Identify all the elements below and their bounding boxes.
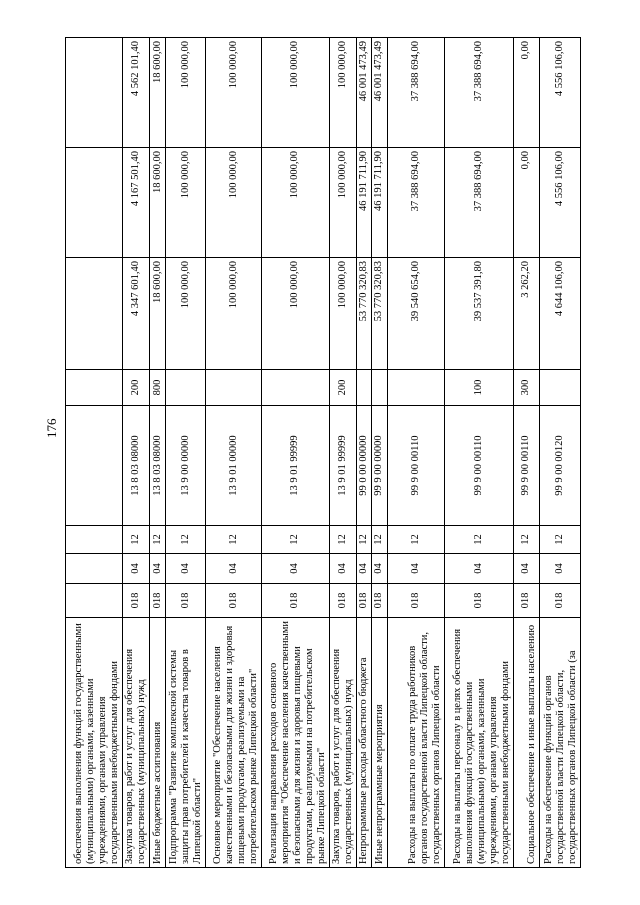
expense-type-cell: 800 <box>150 370 165 406</box>
amount-year2-cell: 46 191 711,90 <box>357 148 372 258</box>
row-name-cell: Основное мероприятие "Обеспечение населения качественными и безопасными для жизни и здоровья пищевыми продуктами, реализуемыми на потребительском рынке Липецкой области" <box>206 618 262 868</box>
row-name-cell: Расходы на обеспечение функций органов государственной власти Липецкой области, государственных органов Липецкой области (за <box>540 618 581 868</box>
row-name-cell: Непрограммные расходы областного бюджета <box>357 618 372 868</box>
row-name-cell: Иные бюджетные ассигнования <box>150 618 165 868</box>
subsection-cell: 12 <box>150 526 165 554</box>
target-article-cell: 13 8 03 08000 <box>150 406 165 526</box>
amount-year2-cell: 37 388 694,00 <box>387 148 444 258</box>
section-cell: 04 <box>540 554 581 584</box>
row-name-cell: Расходы на выплаты по оплате труда работников органов государственной власти Липецкой области, государственных органов Липецкой области <box>387 618 444 868</box>
grbs-cell: 018 <box>122 584 149 618</box>
table-body <box>66 38 581 868</box>
amount-year1-cell: 39 537 391,80 <box>444 258 513 370</box>
table-row <box>165 38 206 868</box>
amount-year2-cell: 4 167 501,40 <box>122 148 149 258</box>
target-article-cell: 99 9 00 00110 <box>513 406 539 526</box>
section-cell: 04 <box>165 554 206 584</box>
grbs-cell: 018 <box>329 584 356 618</box>
table-row <box>262 38 329 868</box>
row-name-cell: Расходы на выплаты персоналу в целях обеспечения выполнения функций государственными (муниципальными) органами, казенными учреждениями, органами управления государственными внебюджетными фондами <box>444 618 513 868</box>
amount-year3-cell <box>66 38 123 148</box>
grbs-cell: 018 <box>513 584 539 618</box>
grbs-cell: 018 <box>444 584 513 618</box>
amount-year1-cell: 100 000,00 <box>206 258 262 370</box>
subsection-cell: 12 <box>262 526 329 554</box>
amount-year3-cell: 100 000,00 <box>329 38 356 148</box>
section-cell: 04 <box>357 554 372 584</box>
expense-type-cell <box>540 370 581 406</box>
expense-type-cell <box>372 370 387 406</box>
section-cell: 04 <box>372 554 387 584</box>
section-cell: 04 <box>206 554 262 584</box>
amount-year2-cell: 100 000,00 <box>329 148 356 258</box>
section-cell: 04 <box>262 554 329 584</box>
subsection-cell: 12 <box>540 526 581 554</box>
target-article-cell: 99 9 00 00110 <box>444 406 513 526</box>
row-name-cell: Социальное обеспечение и иные выплаты населению <box>513 618 539 868</box>
target-article-cell: 13 9 00 00000 <box>165 406 206 526</box>
row-name-cell: Подпрограмма "Развитие комплексной системы защиты прав потребителей и качества товаров в Липецкой области" <box>165 618 206 868</box>
table-row <box>444 38 513 868</box>
target-article-cell: 13 9 01 99999 <box>262 406 329 526</box>
section-cell: 04 <box>122 554 149 584</box>
amount-year1-cell: 53 770 320,83 <box>357 258 372 370</box>
subsection-cell: 12 <box>372 526 387 554</box>
expense-type-cell: 200 <box>329 370 356 406</box>
amount-year1-cell: 100 000,00 <box>165 258 206 370</box>
amount-year3-cell: 100 000,00 <box>165 38 206 148</box>
table-row <box>150 38 165 868</box>
amount-year1-cell: 100 000,00 <box>262 258 329 370</box>
amount-year3-cell: 46 001 473,49 <box>372 38 387 148</box>
row-name-cell: Закупка товаров, работ и услуг для обеспечения государственных (муниципальных) нужд <box>329 618 356 868</box>
expense-type-cell: 100 <box>444 370 513 406</box>
expense-type-cell <box>206 370 262 406</box>
table-row <box>387 38 444 868</box>
grbs-cell: 018 <box>150 584 165 618</box>
table-row <box>206 38 262 868</box>
amount-year1-cell: 39 540 654,00 <box>387 258 444 370</box>
grbs-cell: 018 <box>357 584 372 618</box>
row-name-cell: Иные непрограммные мероприятия <box>372 618 387 868</box>
table-row <box>122 38 149 868</box>
amount-year2-cell: 18 600,00 <box>150 148 165 258</box>
table-row <box>513 38 539 868</box>
amount-year2-cell <box>66 148 123 258</box>
grbs-cell: 018 <box>540 584 581 618</box>
subsection-cell: 12 <box>444 526 513 554</box>
amount-year1-cell: 3 262,20 <box>513 258 539 370</box>
amount-year3-cell: 18 600,00 <box>150 38 165 148</box>
expense-type-cell <box>262 370 329 406</box>
target-article-cell: 99 9 00 00120 <box>540 406 581 526</box>
section-cell: 04 <box>444 554 513 584</box>
amount-year3-cell: 100 000,00 <box>262 38 329 148</box>
section-cell: 04 <box>513 554 539 584</box>
amount-year3-cell: 0,00 <box>513 38 539 148</box>
section-cell <box>66 554 123 584</box>
expense-type-cell: 300 <box>513 370 539 406</box>
grbs-cell: 018 <box>262 584 329 618</box>
subsection-cell: 12 <box>122 526 149 554</box>
amount-year2-cell: 100 000,00 <box>206 148 262 258</box>
target-article-cell: 13 8 03 08000 <box>122 406 149 526</box>
subsection-cell: 12 <box>165 526 206 554</box>
grbs-cell: 018 <box>206 584 262 618</box>
budget-table-container <box>65 38 581 868</box>
amount-year2-cell: 4 556 106,00 <box>540 148 581 258</box>
grbs-cell <box>66 584 123 618</box>
amount-year2-cell: 0,00 <box>513 148 539 258</box>
amount-year3-cell: 4 562 101,40 <box>122 38 149 148</box>
expense-type-cell <box>165 370 206 406</box>
amount-year2-cell: 46 191 711,90 <box>372 148 387 258</box>
section-cell: 04 <box>150 554 165 584</box>
subsection-cell: 12 <box>329 526 356 554</box>
target-article-cell: 99 9 00 00110 <box>387 406 444 526</box>
subsection-cell: 12 <box>357 526 372 554</box>
grbs-cell: 018 <box>165 584 206 618</box>
amount-year2-cell: 37 388 694,00 <box>444 148 513 258</box>
amount-year2-cell: 100 000,00 <box>165 148 206 258</box>
budget-table <box>65 37 581 868</box>
amount-year1-cell: 18 600,00 <box>150 258 165 370</box>
section-cell: 04 <box>387 554 444 584</box>
table-row <box>540 38 581 868</box>
target-article-cell: 99 9 00 00000 <box>372 406 387 526</box>
expense-type-cell <box>387 370 444 406</box>
amount-year3-cell: 100 000,00 <box>206 38 262 148</box>
subsection-cell: 12 <box>513 526 539 554</box>
subsection-cell: 12 <box>206 526 262 554</box>
expense-type-cell <box>66 370 123 406</box>
table-row <box>357 38 372 868</box>
target-article-cell: 99 0 00 00000 <box>357 406 372 526</box>
target-article-cell: 13 9 01 99999 <box>329 406 356 526</box>
row-name-cell: обеспечения выполнения функций государственными (муниципальными) органами, казенными учреждениями, органами управления государственными внебюджетными фондами <box>66 618 123 868</box>
target-article-cell: 13 9 01 00000 <box>206 406 262 526</box>
table-row <box>329 38 356 868</box>
expense-type-cell: 200 <box>122 370 149 406</box>
subsection-cell <box>66 526 123 554</box>
amount-year2-cell: 100 000,00 <box>262 148 329 258</box>
amount-year3-cell: 37 388 694,00 <box>444 38 513 148</box>
table-row <box>66 38 123 868</box>
amount-year3-cell: 4 556 106,00 <box>540 38 581 148</box>
grbs-cell: 018 <box>387 584 444 618</box>
amount-year3-cell: 46 001 473,49 <box>357 38 372 148</box>
amount-year3-cell: 37 388 694,00 <box>387 38 444 148</box>
subsection-cell: 12 <box>387 526 444 554</box>
page-number: 176 <box>44 418 59 438</box>
target-article-cell <box>66 406 123 526</box>
amount-year1-cell: 4 644 106,00 <box>540 258 581 370</box>
row-name-cell: Закупка товаров, работ и услуг для обеспечения государственных (муниципальных) нужд <box>122 618 149 868</box>
section-cell: 04 <box>329 554 356 584</box>
grbs-cell: 018 <box>372 584 387 618</box>
amount-year1-cell: 4 347 601,40 <box>122 258 149 370</box>
expense-type-cell <box>357 370 372 406</box>
row-name-cell: Реализация направления расходов основного мероприятия "Обеспечение населения качественными и безопасными для жизни и здоровья пищевыми продуктами, реализуемыми на потребительском рынке Липецкой области" <box>262 618 329 868</box>
amount-year1-cell <box>66 258 123 370</box>
amount-year1-cell: 53 770 320,83 <box>372 258 387 370</box>
amount-year1-cell: 100 000,00 <box>329 258 356 370</box>
table-row <box>372 38 387 868</box>
